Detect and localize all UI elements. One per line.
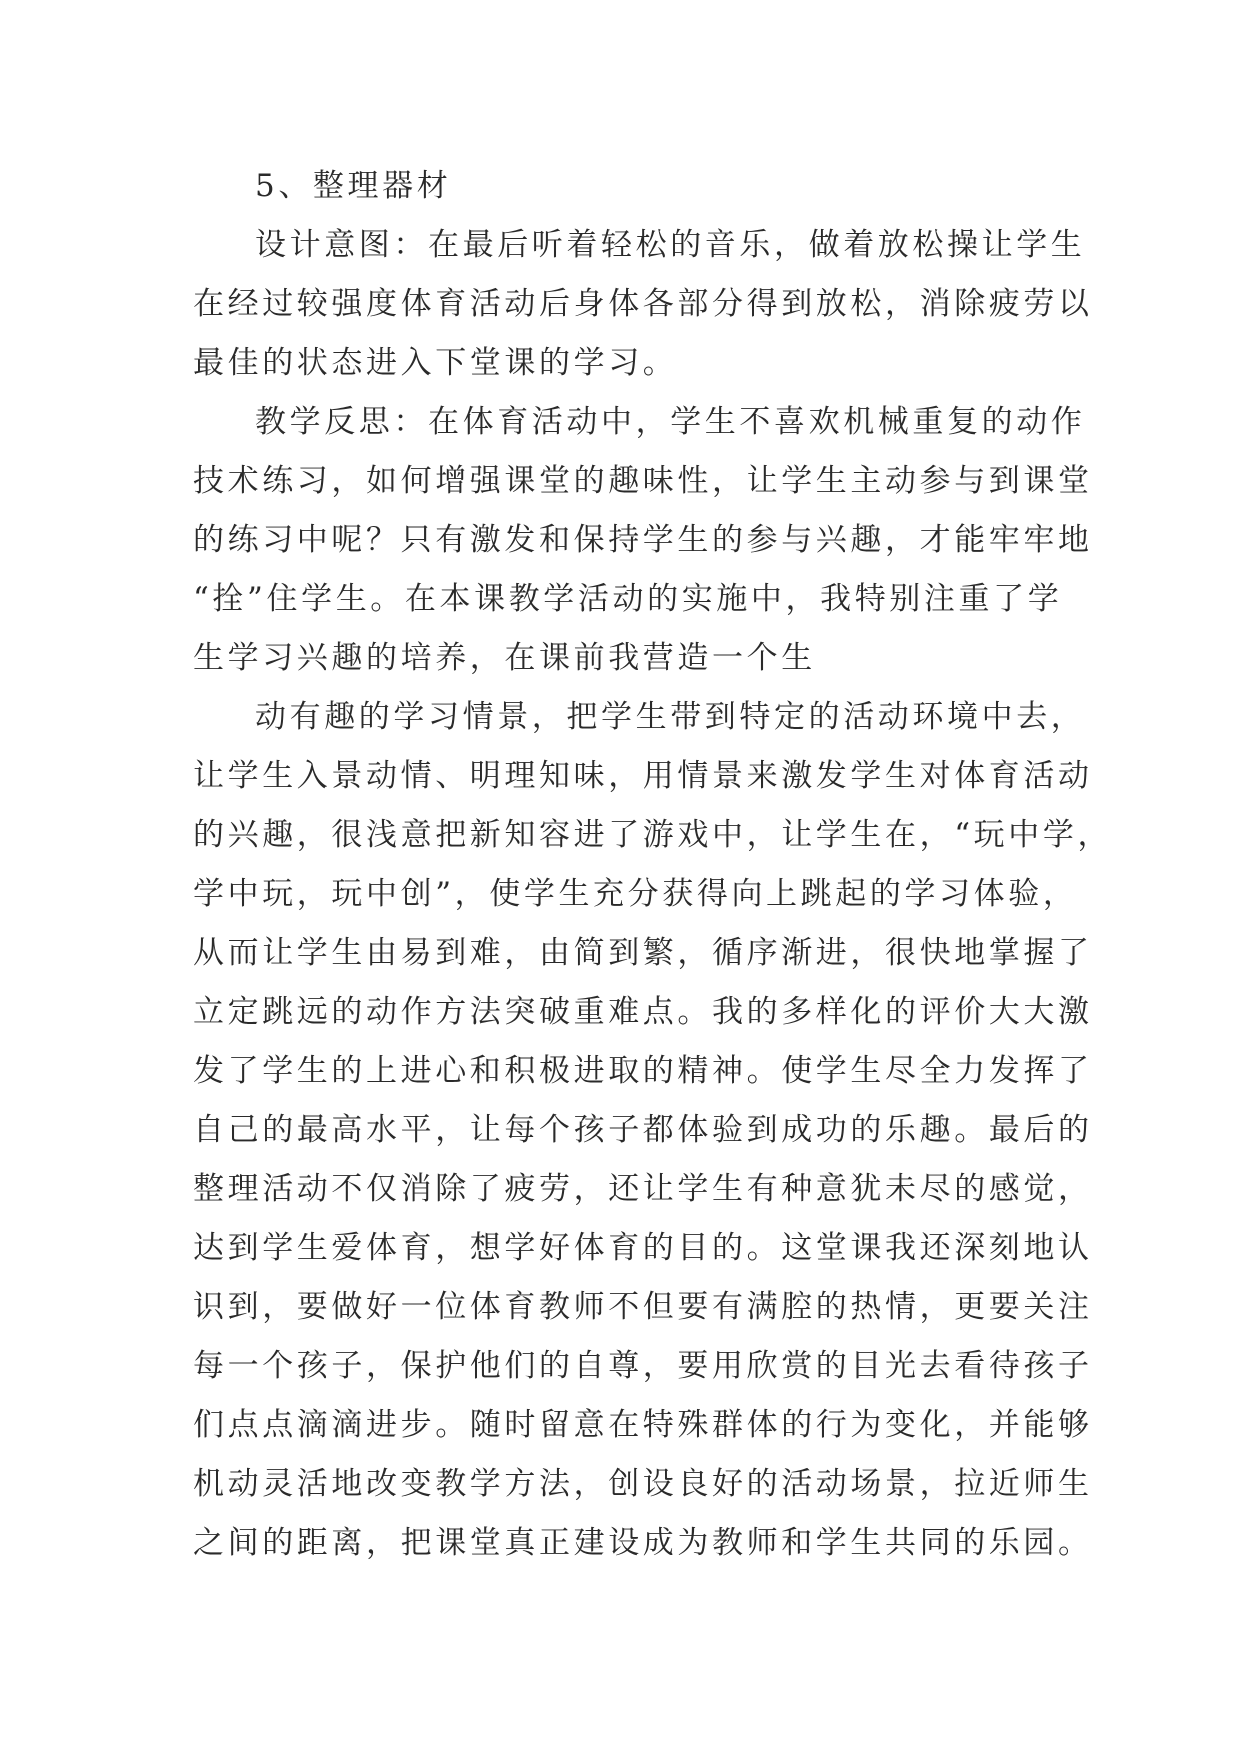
paragraph-line: 生学习兴趣的培养，在课前我营造一个生 [193,640,816,676]
paragraph-line: 设计意图：在最后听着轻松的音乐，做着放松操让学生 [255,227,1086,263]
paragraph-line: 发了学生的上进心和积极进取的精神。使学生尽全力发挥了 [193,1053,1093,1089]
paragraph-line: 学中玩，玩中创”，使学生充分获得向上跳起的学习体验， [193,876,1078,912]
paragraph-line: 立定跳远的动作方法突破重难点。我的多样化的评价大大激 [193,994,1093,1030]
paragraph-line: 之间的距离，把课堂真正建设成为教师和学生共同的乐园。 [193,1525,1093,1561]
paragraph-line: 在经过较强度体育活动后身体各部分得到放松，消除疲劳以 [193,286,1093,322]
paragraph-line: 让学生入景动情、明理知味，用情景来激发学生对体育活动 [193,758,1093,794]
paragraph-line: 从而让学生由易到难，由简到繁，循序渐进，很快地掌握了 [193,935,1093,971]
paragraph-line: 教学反思：在体育活动中，学生不喜欢机械重复的动作 [255,404,1086,440]
paragraph-line: 的练习中呢？只有激发和保持学生的参与兴趣，才能牢牢地 [193,522,1093,558]
paragraph-line: 技术练习，如何增强课堂的趣味性，让学生主动参与到课堂 [193,463,1093,499]
paragraph-line: 自己的最高水平，让每个孩子都体验到成功的乐趣。最后的 [193,1112,1093,1148]
paragraph-line: 识到，要做好一位体育教师不但要有满腔的热情，更要关注 [193,1289,1093,1325]
section-heading: 5、整理器材 [255,168,452,204]
paragraph-line: 最佳的状态进入下堂课的学习。 [193,345,678,381]
paragraph-line: 动有趣的学习情景，把学生带到特定的活动环境中去， [255,699,1086,735]
paragraph-line: “拴”住学生。在本课教学活动的实施中，我特别注重了学 [193,581,1063,617]
paragraph-line: 的兴趣，很浅意把新知容进了游戏中，让学生在，“玩中学， [193,817,1113,853]
paragraph-line: 们点点滴滴进步。随时留意在特殊群体的行为变化，并能够 [193,1407,1093,1443]
paragraph-line: 每一个孩子，保护他们的自尊，要用欣赏的目光去看待孩子 [193,1348,1093,1384]
paragraph-line: 达到学生爱体育，想学好体育的目的。这堂课我还深刻地认 [193,1230,1093,1266]
paragraph-line: 整理活动不仅消除了疲劳，还让学生有种意犹未尽的感觉， [193,1171,1093,1207]
paragraph-line: 机动灵活地改变教学方法，创设良好的活动场景，拉近师生 [193,1466,1093,1502]
